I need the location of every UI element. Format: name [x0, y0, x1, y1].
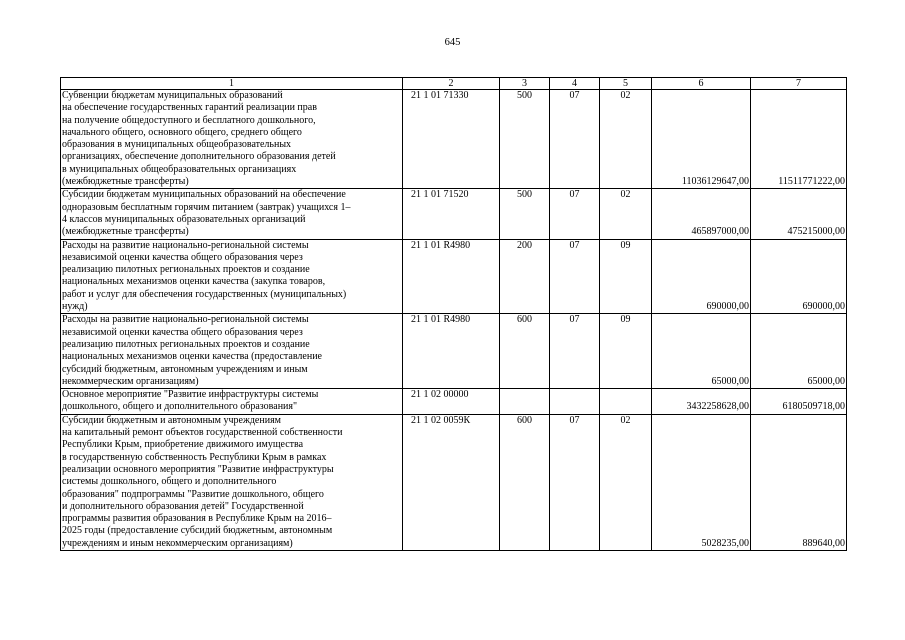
- row-col4: 07: [550, 90, 600, 189]
- table-row: [61, 189, 847, 239]
- column-header-6: 6: [652, 78, 751, 90]
- row-amount-col7: 475215000,00: [751, 189, 847, 239]
- row-col3: 500: [500, 189, 550, 239]
- row-code: 21 1 01 71330: [403, 90, 500, 189]
- row-amount-col7: 690000,00: [751, 239, 847, 314]
- row-amount-col7: 889640,00: [751, 414, 847, 550]
- row-amount-col6: 65000,00: [652, 314, 751, 389]
- column-header-1: 1: [61, 78, 403, 90]
- row-col4: [550, 389, 600, 415]
- row-amount-col6: 465897000,00: [652, 189, 751, 239]
- row-description: Расходы на развитие национально-региональной системы независимой оценки качества общего образования через реализацию пилотных региональных проектов и создание национальных механизмов оценки качества (предоставление субсидий бюджетным, автономным учреждениям и иным некоммерческим организациям): [61, 314, 403, 389]
- row-amount-col6: 690000,00: [652, 239, 751, 314]
- row-code: 21 1 01 R4980: [403, 239, 500, 314]
- row-description: Субсидии бюджетам муниципальных образований на обеспечение одноразовым бесплатным горячим питанием (завтрак) учащихся 1– 4 классов муниципальных образовательных организаций (межбюджетные трансферты): [61, 189, 403, 239]
- row-col3: 600: [500, 314, 550, 389]
- row-col4: 07: [550, 189, 600, 239]
- row-amount-col6: 5028235,00: [652, 414, 751, 550]
- row-col3: 500: [500, 90, 550, 189]
- column-header-2: 2: [403, 78, 500, 90]
- column-header-5: 5: [600, 78, 652, 90]
- row-col5: 09: [600, 314, 652, 389]
- column-header-7: 7: [751, 78, 847, 90]
- row-code: 21 1 01 71520: [403, 189, 500, 239]
- row-col5: 02: [600, 414, 652, 550]
- row-col5: [600, 389, 652, 415]
- table-row: [61, 239, 847, 314]
- row-code: 21 1 02 0059К: [403, 414, 500, 550]
- row-description: Субвенции бюджетам муниципальных образований на обеспечение государственных гарантий реализации прав на получение общедоступного и бесплатного дошкольного, начального общего, основного общего, среднего общего образования в муниципальных общеобразовательных организациях, обеспечение дополнительного образования детей в муниципальных общеобразовательных организациях (межбюджетные трансферты): [61, 90, 403, 189]
- row-amount-col7: 6180509718,00: [751, 389, 847, 415]
- row-code: 21 1 01 R4980: [403, 314, 500, 389]
- table-row: [61, 389, 847, 415]
- budget-table: [60, 77, 847, 551]
- row-col5: 09: [600, 239, 652, 314]
- row-description: Субсидии бюджетным и автономным учреждениям на капитальный ремонт объектов государственной собственности Республики Крым, приобретение движимого имущества в государственную собственность Республики Крым в рамках реализации основного мероприятия "Развитие инфраструктуры системы дошкольного, общего и дополнительного образования" подпрограммы "Развитие дошкольного, общего и дополнительного образования детей" Государственной программы развития образования в Республике Крым на 2016– 2025 годы (предоставление субсидий бюджетным, автономным учреждениям и иным некоммерческим организациям): [61, 414, 403, 550]
- row-col3: 200: [500, 239, 550, 314]
- row-description: Основное мероприятие "Развитие инфраструктуры системы дошкольного, общего и дополнительного образования": [61, 389, 403, 415]
- table-row: [61, 314, 847, 389]
- row-col3: 600: [500, 414, 550, 550]
- row-code: 21 1 02 00000: [403, 389, 500, 415]
- table-header-row: [61, 78, 847, 90]
- row-amount-col7: 65000,00: [751, 314, 847, 389]
- column-header-4: 4: [550, 78, 600, 90]
- row-col5: 02: [600, 90, 652, 189]
- row-col5: 02: [600, 189, 652, 239]
- row-col4: 07: [550, 239, 600, 314]
- column-header-3: 3: [500, 78, 550, 90]
- table-row: [61, 90, 847, 189]
- row-col3: [500, 389, 550, 415]
- page-number: 645: [444, 37, 461, 48]
- row-col4: 07: [550, 414, 600, 550]
- row-amount-col6: 3432258628,00: [652, 389, 751, 415]
- row-description: Расходы на развитие национально-региональной системы независимой оценки качества общего образования через реализацию пилотных региональных проектов и создание национальных механизмов оценки качества (закупка товаров, работ и услуг для обеспечения государственных (муниципальных) нужд): [61, 239, 403, 314]
- table-row: [61, 414, 847, 550]
- row-amount-col6: 11036129647,00: [652, 90, 751, 189]
- row-amount-col7: 11511771222,00: [751, 90, 847, 189]
- row-col4: 07: [550, 314, 600, 389]
